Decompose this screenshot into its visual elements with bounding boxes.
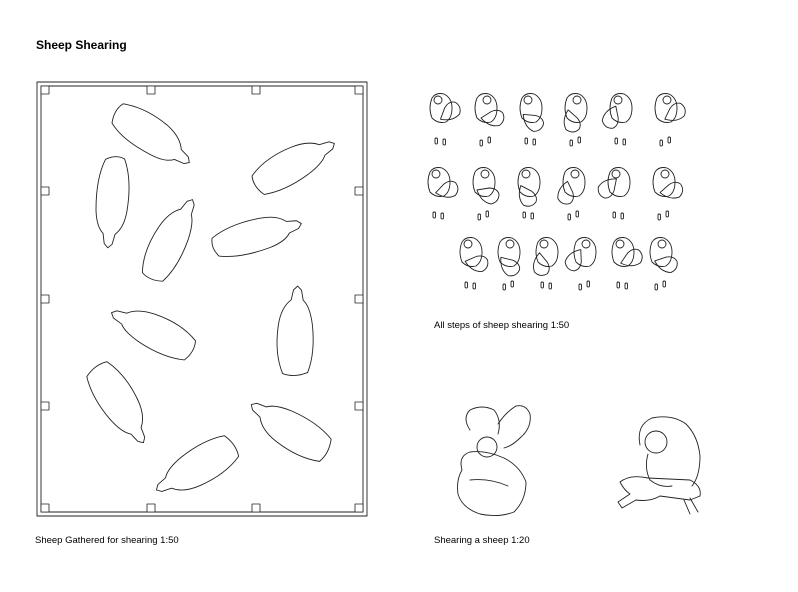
shearer-figure-right [618, 417, 700, 514]
step-figure [460, 238, 490, 275]
fence-post [41, 295, 49, 303]
footprint [525, 138, 528, 144]
footprint [465, 282, 468, 288]
footprint [660, 140, 663, 146]
footprint [568, 214, 571, 220]
footprint [533, 139, 536, 145]
step-figure [564, 238, 596, 272]
step-figure [557, 94, 587, 136]
fence-post [147, 86, 155, 94]
sheep-3 [247, 128, 342, 200]
sheep-1 [106, 96, 200, 177]
sheep-7 [276, 285, 315, 376]
shearer-figure-left [458, 406, 531, 516]
fence-post [252, 504, 260, 512]
fence-post [41, 504, 49, 512]
sheep-8 [81, 357, 159, 452]
footprint [549, 283, 552, 289]
step-figure [495, 238, 522, 279]
footprint [658, 214, 661, 220]
footprint [615, 138, 618, 144]
sheep-4 [135, 191, 207, 286]
pen-fence-inner [41, 86, 363, 512]
steps-caption: All steps of sheep shearing 1:50 [434, 320, 570, 331]
shearing-single-drawing [458, 406, 701, 516]
footprint [623, 139, 626, 145]
footprint [663, 281, 666, 287]
footprint [587, 281, 590, 287]
fence-post [355, 402, 363, 410]
single-caption: Shearing a sheep 1:20 [434, 535, 530, 546]
step-figure [430, 94, 464, 127]
step-figure [650, 238, 679, 275]
footprint [443, 139, 446, 145]
sheep-9 [241, 390, 336, 468]
fence-post [355, 295, 363, 303]
step-figure [475, 94, 507, 131]
footprint [666, 211, 669, 217]
step-figure [527, 238, 558, 279]
footprint [578, 137, 581, 143]
footprint [503, 284, 506, 290]
footprint [570, 140, 573, 146]
footprint [531, 213, 534, 219]
footprint [473, 283, 476, 289]
fence-post [41, 402, 49, 410]
step-figure [428, 168, 462, 204]
fence-post [355, 86, 363, 94]
step-figure [602, 94, 632, 129]
step-figure [554, 168, 585, 207]
footprint [486, 211, 489, 217]
footprint [576, 211, 579, 217]
footprint [621, 213, 624, 219]
fence-post [41, 187, 49, 195]
footprint [511, 281, 514, 287]
footprint [435, 138, 438, 144]
footprint [480, 140, 483, 146]
footprint [625, 283, 628, 289]
footprint [433, 212, 436, 218]
shearer-head [645, 431, 667, 453]
pen-posts [41, 86, 363, 512]
fence-post [252, 86, 260, 94]
footprint [655, 284, 658, 290]
step-figure [595, 168, 630, 201]
step-figure [612, 238, 646, 273]
step-figure [655, 94, 689, 128]
shearing-steps-drawing [428, 94, 689, 291]
sheep-2 [92, 155, 132, 249]
footprint [579, 284, 582, 290]
footprint [478, 214, 481, 220]
footprint [541, 282, 544, 288]
sheet-title: Sheep Shearing [36, 38, 127, 52]
sheep-10 [148, 430, 244, 506]
sheep-5 [209, 208, 306, 263]
footprint [441, 213, 444, 219]
pen-caption: Sheep Gathered for shearing 1:50 [35, 535, 179, 546]
footprint [668, 137, 671, 143]
sheep-6 [105, 297, 201, 366]
footprint [488, 137, 491, 143]
fence-post [41, 86, 49, 94]
pen-fence-outer [37, 82, 367, 516]
fence-post [355, 504, 363, 512]
fence-post [147, 504, 155, 512]
sheep-pen-drawing [37, 82, 367, 516]
footprint [617, 282, 620, 288]
footprint [613, 212, 616, 218]
step-figure [653, 168, 686, 205]
step-figure [512, 168, 540, 211]
step-figure [473, 168, 499, 205]
sheep-on-ground [618, 477, 700, 508]
step-figure [520, 94, 545, 134]
fence-post [355, 187, 363, 195]
footprint [523, 212, 526, 218]
